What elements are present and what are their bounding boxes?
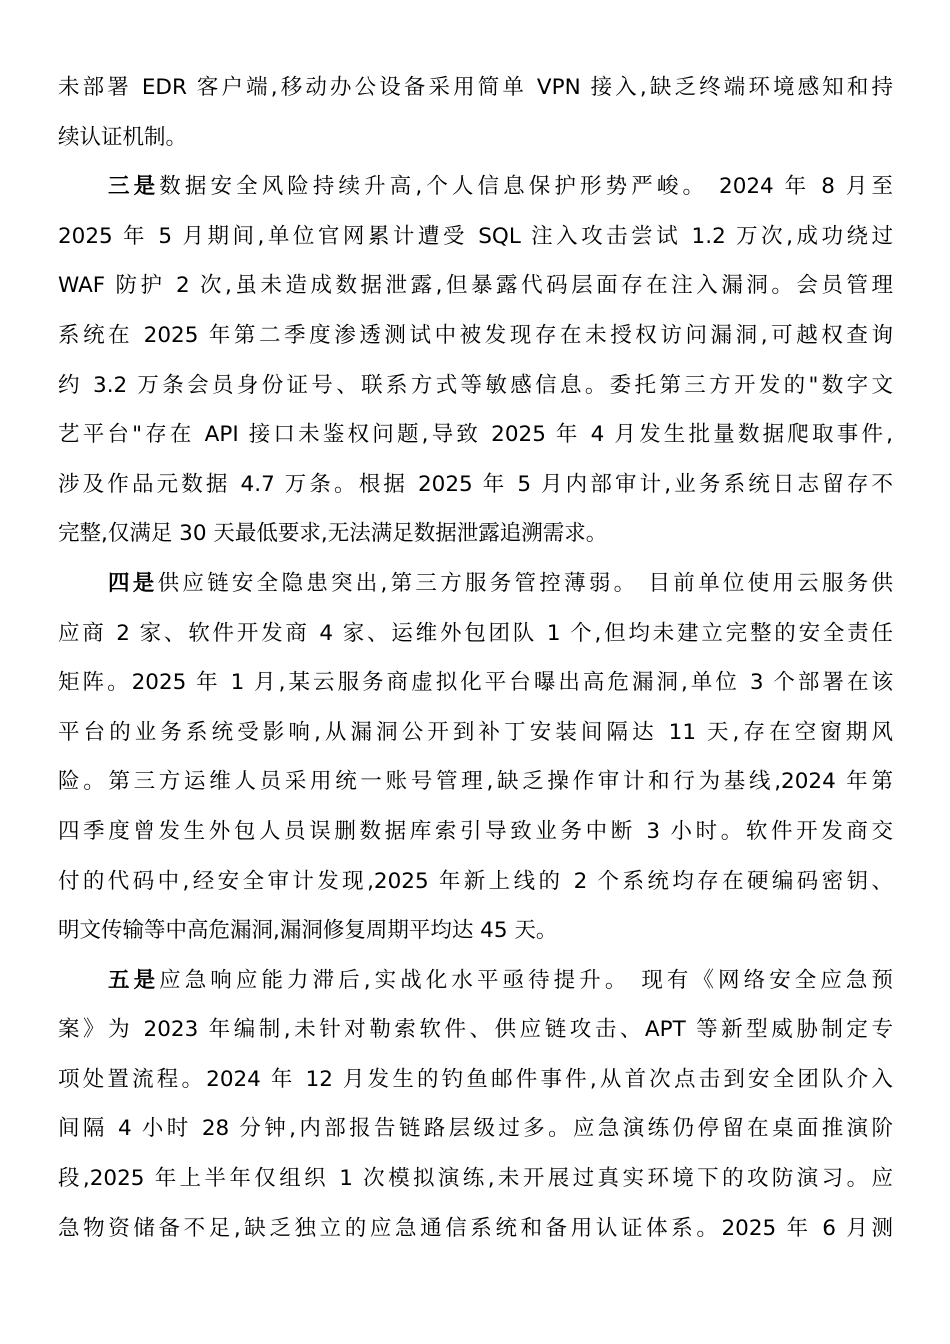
paragraph-four — [58, 562, 893, 959]
text-line: 急物资储备不足,缺乏独立的应急通信系统和备用认证体系。2025 年 6 月测 — [58, 1215, 893, 1241]
paragraph-lead: 五是 — [108, 967, 160, 993]
text-span: 数据安全风险持续升高,个人信息保护形势严峻。 2024 年 8 月至 — [159, 174, 893, 200]
text-line: 约 3.2 万条会员身份证号、联系方式等敏感信息。委托第三方开发的"数字文 — [58, 372, 893, 398]
text-line: 明文传输等中高危漏洞,漏洞修复周期平均达 45 天。 — [58, 918, 558, 944]
text-line — [58, 562, 893, 612]
text-line: WAF 防护 2 次,虽未造成数据泄露,但暴露代码层面存在注入漏洞。会员管理 — [58, 273, 893, 299]
text-span: 供应链安全隐患突出,第三方服务管控薄弱。 目前单位使用云服务供 — [157, 570, 893, 596]
paragraph-three — [58, 165, 893, 562]
text-line: 涉及作品元数据 4.7 万条。根据 2025 年 5 月内部审计,业务系统日志留存不 — [58, 471, 893, 497]
text-line: 平台的业务系统受影响,从漏洞公开到补丁安装间隔达 11 天,存在空窗期风 — [58, 719, 893, 745]
text-span: 应急响应能力滞后,实战化水平亟待提升。 现有《网络安全应急预 — [159, 967, 893, 993]
text-line: 系统在 2025 年第二季度渗透测试中被发现存在未授权访问漏洞,可越权查询 — [58, 322, 893, 348]
paragraph-lead: 三是 — [108, 174, 160, 200]
text-line — [58, 959, 893, 1009]
paragraph-lead: 四是 — [108, 570, 158, 596]
text-line: 2025 年 5 月期间,单位官网累计遭受 SQL 注入攻击尝试 1.2 万次,成功绕过 — [58, 223, 893, 249]
text-line: 艺平台"存在 API 接口未鉴权问题,导致 2025 年 4 月发生批量数据爬取事件, — [58, 422, 893, 448]
text-line: 险。第三方运维人员采用统一账号管理,缺乏操作审计和行为基线,2024 年第 — [58, 769, 893, 795]
text-line: 段,2025 年上半年仅组织 1 次模拟演练,未开展过真实环境下的攻防演习。应 — [58, 1166, 893, 1192]
text-line: 付的代码中,经安全审计发现,2025 年新上线的 2 个系统均存在硬编码密钥、 — [58, 868, 893, 894]
text-line: 矩阵。2025 年 1 月,某云服务商虚拟化平台曝出高危漏洞,单位 3 个部署在该 — [58, 670, 893, 696]
text-line — [58, 165, 893, 215]
text-line: 应商 2 家、软件开发商 4 家、运维外包团队 1 个,但均未建立完整的安全责任 — [58, 620, 893, 646]
text-line: 未部署 EDR 客户端,移动办公设备采用简单 VPN 接入,缺乏终端环境感知和持 — [58, 75, 893, 100]
text-line: 项处置流程。2024 年 12 月发生的钓鱼邮件事件,从首次点击到安全团队介入 — [58, 1066, 893, 1092]
text-line: 四季度曾发生外包人员误删数据库索引导致业务中断 3 小时。软件开发商交 — [58, 818, 893, 844]
paragraph-five — [58, 959, 893, 1257]
text-line: 续认证机制。 — [58, 124, 188, 150]
text-line: 完整,仅满足 30 天最低要求,无法满足数据泄露追溯需求。 — [58, 521, 608, 547]
text-line: 间隔 4 小时 28 分钟,内部报告链路层级过多。应急演练仍停留在桌面推演阶 — [58, 1116, 893, 1142]
paragraph-continuation — [58, 66, 893, 165]
text-line: 案》为 2023 年编制,未针对勒索软件、供应链攻击、APT 等新型威胁制定专 — [58, 1017, 893, 1043]
document-page — [58, 66, 893, 1256]
